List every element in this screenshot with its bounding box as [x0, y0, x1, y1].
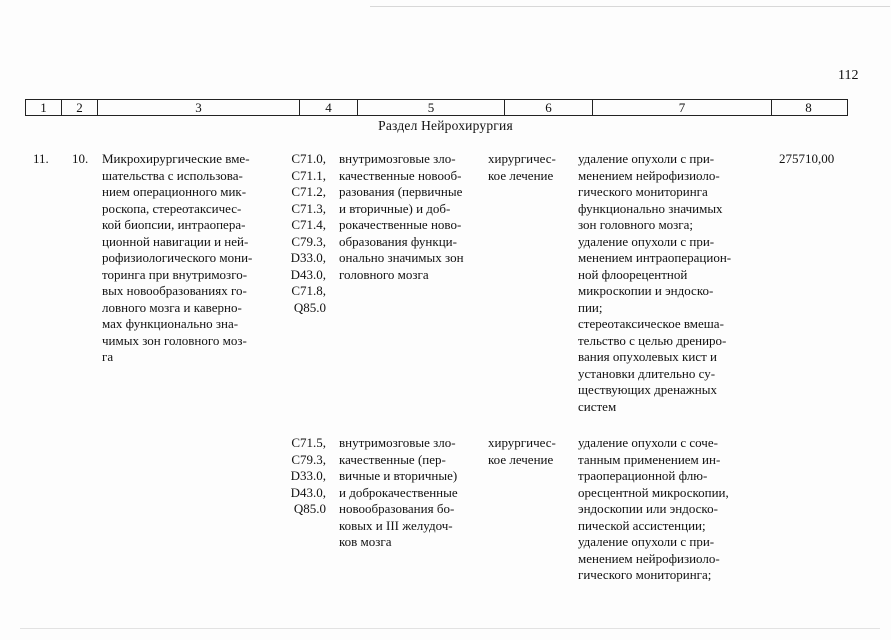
price: 275710,00	[779, 151, 835, 166]
column-header-4: 4	[300, 100, 358, 115]
diagnosis-2: внутримозговые зло- качественные (пер- вичные и вторичные) и доброкачественные новообразования бо- ковых и III желудоч- ков мозга	[339, 435, 458, 549]
column-header-1: 1	[26, 100, 62, 115]
intervention-description: Микрохирургические вме- шательства с использова- нием операционного мик- роскопа, стереотаксичес- кой биопсии, интраопера- ционной навигации и ней- рофизиологического мони- торинга при внутримозго- вых новообразованиях го- ловного мозга и каверно- мах функционально зна- чимых зон головного моз- га	[102, 151, 253, 364]
column-header-2: 2	[62, 100, 98, 115]
section-title: Раздел Нейрохирургия	[378, 118, 513, 133]
row-number-2: 10.	[72, 151, 89, 166]
icd-codes-2: C71.5, C79.3, D33.0, D43.0, Q85.0	[290, 435, 326, 516]
column-header-6: 6	[505, 100, 593, 115]
column-header-3: 3	[98, 100, 300, 115]
scan-artifact-bottom	[20, 628, 880, 629]
page-number: 112	[838, 68, 859, 83]
column-header-5: 5	[358, 100, 505, 115]
treatment-type-1: хирургичес- кое лечение	[488, 151, 556, 183]
treatment-type-2: хирургичес- кое лечение	[488, 435, 556, 467]
column-header-7: 7	[593, 100, 772, 115]
icd-codes-1: C71.0, C71.1, C71.2, C71.3, C71.4, C79.3, D33.0, D43.0, C71.8, Q85.0	[290, 151, 326, 315]
treatment-method-2: удаление опухоли с соче- танным применением ин- траоперационной флю- оресцентной микроскопии, эндоскопии или эндоско- пической ассистенции; удаление опухоли с при- менением нейрофизиоло- гического мониторинга;	[578, 435, 729, 582]
treatment-method-1: удаление опухоли с при- менением нейрофизиоло- гического мониторинга функционально значимых зон головного мозга; удаление опухоли с при- менением интраоперацион- ной флоорецентной микроскопии и эндоско- пии; стереотаксическое вмеша- тельство с целью дрениро- вания опухолевых кист и установки длительно су- ществующих дренажных систем	[578, 151, 732, 414]
scan-artifact-top	[370, 6, 890, 7]
diagnosis-1: внутримозговые зло- качественные новооб- разования (первичные и вторичные) и доб- рокачественные ново- образования функци- онально значимых зон головного мозга	[339, 151, 464, 282]
row-number-1: 11.	[33, 151, 49, 166]
column-header-row	[25, 99, 848, 116]
column-header-8: 8	[805, 100, 812, 115]
